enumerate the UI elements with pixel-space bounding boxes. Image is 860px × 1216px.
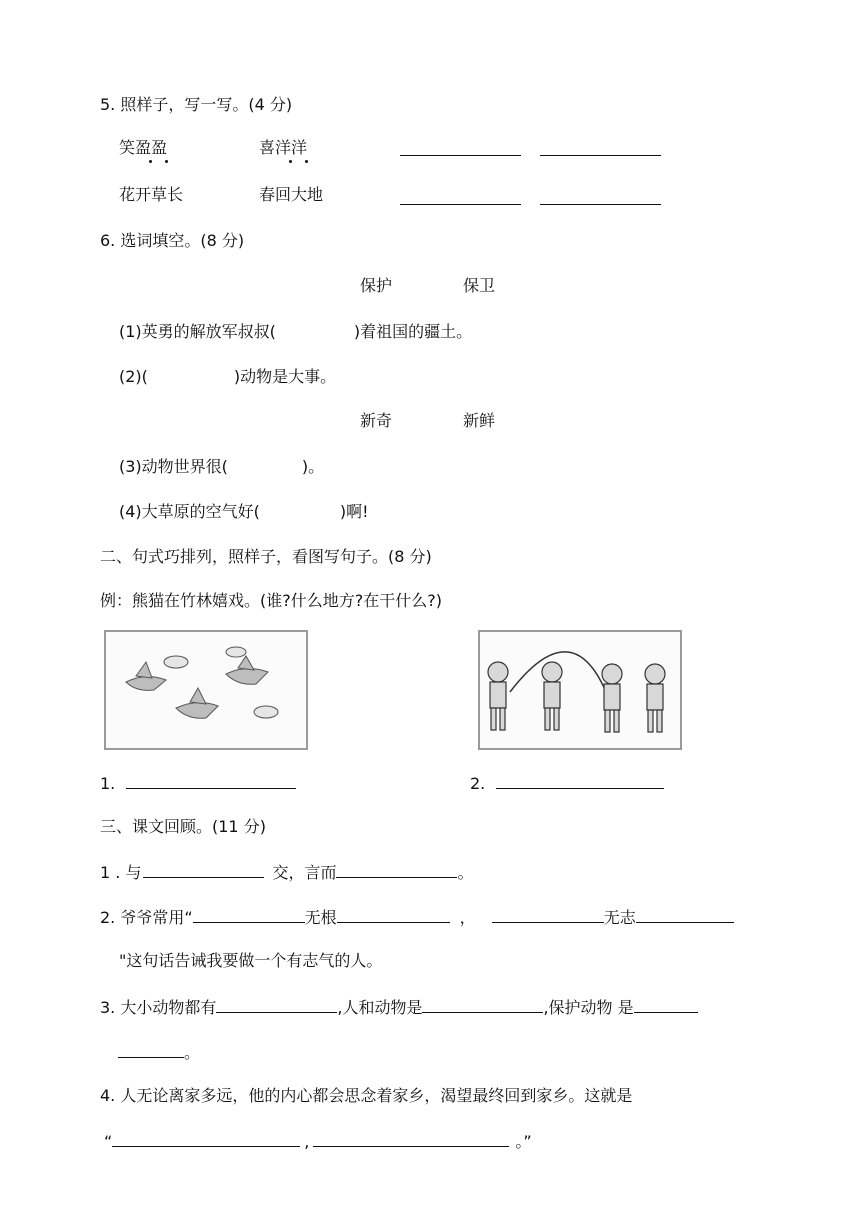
q6-sentence-4 xyxy=(119,501,369,523)
answer-blank[interactable] xyxy=(400,139,521,156)
sentence-text: (1)英勇的解放军叔叔( xyxy=(119,322,276,341)
answer-blank[interactable] xyxy=(634,996,698,1013)
flying-birds-illustration xyxy=(106,632,306,748)
sec3-q3-continued xyxy=(118,1041,200,1064)
section-3-title: 三、课文回顾。(11 分) xyxy=(100,817,266,836)
answer-blank[interactable] xyxy=(143,861,264,878)
q5-example-2a: 花开草长 xyxy=(119,185,184,204)
sec3-q3 xyxy=(100,996,698,1019)
answer-label: 1. xyxy=(100,774,116,793)
answer-blank[interactable] xyxy=(496,772,664,789)
word-option: 保卫 xyxy=(463,276,496,295)
answer-blank[interactable] xyxy=(126,772,296,789)
q6-sentence-2 xyxy=(119,366,336,388)
section-2-title: 二、句式巧排列，照样子，看图写句子。(8 分) xyxy=(100,547,432,566)
answer-label: 2. xyxy=(470,774,486,793)
sec3-q4: 4. 人无论离家多远，他的内心都会思念着家乡，渴望最终回到家乡。这就是 xyxy=(100,1086,633,1105)
emphasis-dot xyxy=(150,158,151,159)
sentence-text: (2)( xyxy=(119,367,148,386)
question-text: 无根 xyxy=(304,908,337,927)
question-text: ,人和动物是 xyxy=(337,998,423,1017)
answer-blank[interactable] xyxy=(540,188,661,205)
sentence-text: (4)大草原的空气好( xyxy=(119,502,260,521)
picture-2-answer xyxy=(470,772,664,795)
sentence-text: (3)动物世界很( xyxy=(119,457,228,476)
answer-blank[interactable] xyxy=(313,1130,509,1147)
jump-rope-picture xyxy=(478,630,682,750)
sentence-text: )。 xyxy=(301,457,325,476)
emphasis-dot xyxy=(166,158,167,159)
answer-blank[interactable] xyxy=(492,906,604,923)
question-text: 无志 xyxy=(603,908,636,927)
answer-blank[interactable] xyxy=(422,996,543,1013)
question-text: ， xyxy=(459,908,476,927)
sec3-q1 xyxy=(100,861,473,884)
sentence-text: )着祖国的疆土。 xyxy=(353,322,473,341)
answer-blank[interactable] xyxy=(336,861,457,878)
section-2-example: 例：熊猫在竹林嬉戏。(谁?什么地方?在干什么?) xyxy=(100,591,442,610)
word-option: 新奇 xyxy=(360,411,393,430)
answer-blank[interactable] xyxy=(400,188,521,205)
answer-blank[interactable] xyxy=(193,906,305,923)
sec3-q2-continued: "这句话告诫我要做一个有志气的人。 xyxy=(119,951,383,970)
sec3-q4-continued xyxy=(104,1130,532,1153)
answer-blank[interactable] xyxy=(337,906,450,923)
word-option: 保护 xyxy=(360,276,393,295)
q6-sentence-1 xyxy=(119,321,472,343)
question-text: 。 xyxy=(457,863,474,882)
q5-example-1b xyxy=(259,137,307,159)
example-text: 笑盈盈 xyxy=(119,138,168,157)
children-jump-rope-illustration xyxy=(480,632,680,748)
sentence-text: )动物是大事。 xyxy=(233,367,337,386)
q6-sentence-3 xyxy=(119,456,324,478)
sec3-q2 xyxy=(100,906,734,929)
question-text: 1 . 与 xyxy=(100,863,142,882)
picture-1-answer xyxy=(100,772,296,795)
emphasis-dot xyxy=(290,158,291,159)
answer-blank[interactable] xyxy=(216,996,337,1013)
question-text: “ xyxy=(104,1132,113,1151)
q5-title: 5. 照样子，写一写。(4 分) xyxy=(100,95,293,114)
answer-blank[interactable] xyxy=(112,1130,300,1147)
birds-picture xyxy=(104,630,308,750)
question-text: , xyxy=(304,1132,310,1151)
question-text: 交，言而 xyxy=(272,863,337,882)
question-text: 。” xyxy=(515,1132,532,1151)
answer-blank[interactable] xyxy=(636,906,734,923)
emphasis-dot xyxy=(306,158,307,159)
question-text: 3. 大小动物都有 xyxy=(100,998,217,1017)
sentence-text: )啊! xyxy=(339,502,369,521)
q5-example-1a xyxy=(119,137,167,159)
question-text: 2. 爷爷常用“ xyxy=(100,908,193,927)
example-text: 喜洋洋 xyxy=(259,138,308,157)
answer-blank[interactable] xyxy=(540,139,661,156)
question-text: 。 xyxy=(184,1043,201,1062)
q5-example-2b: 春回大地 xyxy=(259,185,324,204)
answer-blank[interactable] xyxy=(118,1041,184,1058)
word-option: 新鲜 xyxy=(463,411,496,430)
question-text: ,保护动物 是 xyxy=(543,998,634,1017)
q6-title: 6. 选词填空。(8 分) xyxy=(100,231,245,250)
